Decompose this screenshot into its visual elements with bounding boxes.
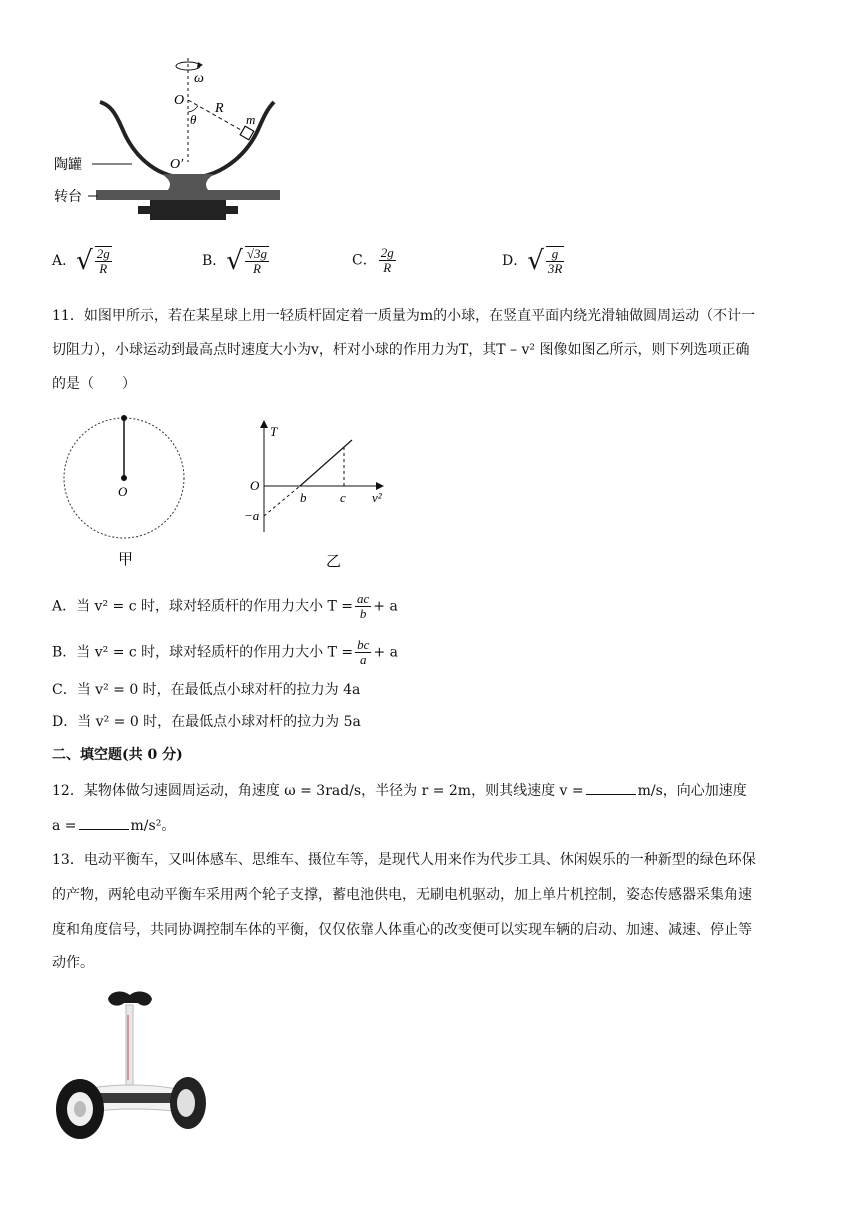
yi-caption: 乙 [326,554,342,570]
figure-yi [240,418,400,574]
section-heading-fill-blank: 二、填空题(共 0 分) [52,747,183,763]
q11-stem-line1: 11．如图甲所示，若在某星球上用一轻质杆固定着一质量为m的小球，在竖直平面内绕光滑轴做圆周运动（不计一 [52,308,756,324]
q12-blank-acceleration[interactable] [79,815,129,830]
omega-label: ω [194,71,204,86]
q10-option-c: C． $\frac{2g}{R}$ [352,245,394,275]
q12-blank-velocity[interactable] [586,780,636,795]
q11-option-c: C．当 v² = 0 时，在最低点小球对杆的拉力为 4a [52,682,361,698]
q10-option-a: A．√ $\frac{2g}{R}$ [52,246,110,276]
jar-turntable-figure [50,50,310,235]
q11-option-d: D．当 v² = 0 时，在最低点小球对杆的拉力为 5a [52,714,361,730]
jar-label: 陶罐 [54,158,82,173]
turntable-label: 转台 [54,190,82,205]
q11-stem-line3: 的是（ ） [52,376,136,392]
q12-line2: a = m/s²。 [52,815,175,836]
yi-c-label: c [340,490,346,505]
q13-line2: 的产物，两轮电动平衡车采用两个轮子支撑，蓄电池供电，无刷电机驱动，加上单片机控制，姿态传感器采集角速 [52,887,752,903]
yi-T-label: T [270,424,278,439]
yi-v2-label: v² [372,490,382,505]
q13-line1: 13．电动平衡车，又叫体感车、思维车、摄位车等，是现代人用来作为代步工具、休闲娱乐的一种新型的绿色环保 [52,852,756,868]
jia-O-label: O [118,484,128,499]
yi-O-label: O [250,478,260,493]
q11-option-a: A．当 v² = c 时，球对轻质杆的作用力大小 T = $\frac{ac}{b}$ + a [52,591,398,621]
q12-line1: 12．某物体做匀速圆周运动，角速度 ω = 3rad/s，半径为 r = 2m，则其线速度 v = m/s，向心加速度 [52,780,747,801]
O-prime-label: O′ [170,157,184,172]
q13-line3: 度和角度信号，共同协调控制车体的平衡，仅仅依靠人体重心的改变便可以实现车辆的启动、加速、减速、停止等 [52,922,752,938]
q10-option-b: B．√ $\frac{√3g}{R}$ [202,246,268,276]
yi-neg-a-label: −a [244,508,260,523]
balance-scooter-image [50,985,215,1150]
m-label: m [246,112,256,127]
R-label: R [215,101,224,116]
q13-line4: 动作。 [52,955,94,971]
figure-jia [60,410,195,570]
q11-stem-line2: 切阻力），小球运动到最高点时速度大小为v，杆对小球的作用力为T，其T – v² 图像如图乙所示，则下列选项正确 [52,342,750,358]
theta-label: θ [190,112,197,127]
q11-option-b: B．当 v² = c 时，球对轻质杆的作用力大小 T = $\frac{bc}{a}$ + a [52,637,398,667]
q10-option-d: D．√ $\frac{g}{3R}$ [502,246,563,276]
O-label: O [174,93,185,108]
jia-caption: 甲 [118,552,134,568]
yi-b-label: b [300,490,307,505]
